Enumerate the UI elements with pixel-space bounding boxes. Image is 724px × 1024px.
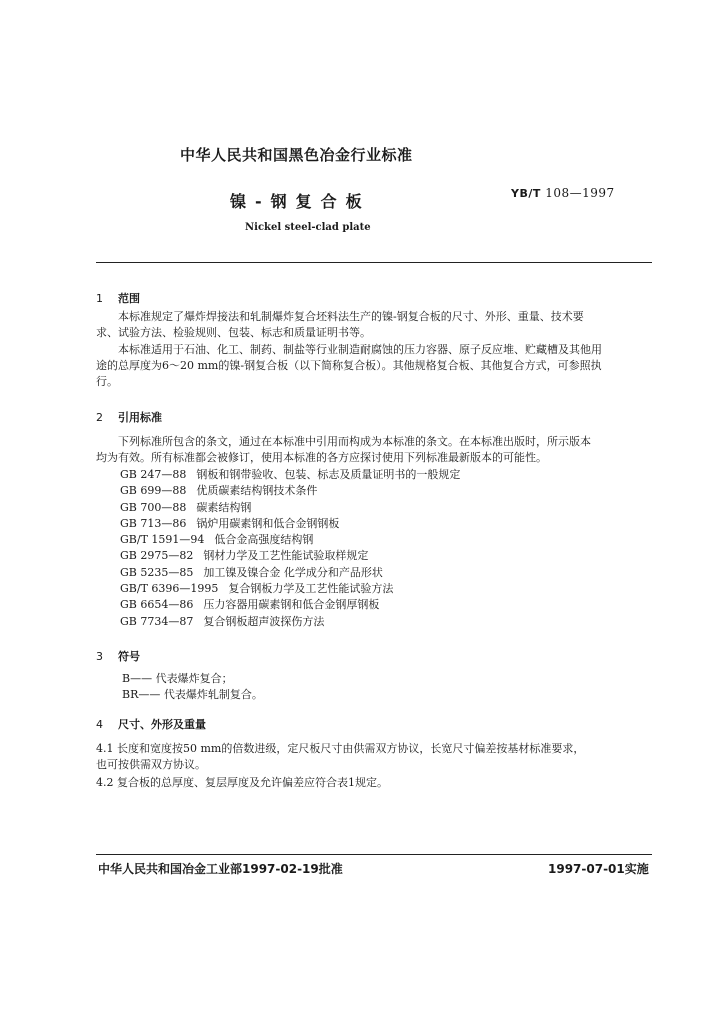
text-line: 途的总厚度为6～20 mm的镍-钢复合板（以下简称复合板）。其他规格复合板、其他复合方式，可参照执 — [96, 359, 602, 372]
text-line: 也可按供需双方协议。 — [96, 758, 206, 771]
ref-name: 压力容器用碳素钢和低合金钢厚钢板 — [203, 598, 380, 612]
list-item — [120, 548, 460, 564]
ref-code: GB 2975—82 — [120, 549, 194, 563]
reference-standards-list — [120, 467, 460, 630]
standard-title: 镍-钢复合板 — [230, 192, 371, 211]
clause-4-1 — [96, 741, 584, 773]
clause-4-2 — [96, 775, 388, 791]
footer-effective: 1997-07-01实施 — [548, 862, 649, 876]
header-divider — [96, 262, 652, 263]
list-item — [120, 500, 460, 516]
ref-code: GB 247—88 — [120, 468, 187, 481]
section-title: 引用标准 — [118, 411, 162, 424]
english-title: Nickel steel-clad plate — [245, 222, 371, 233]
ref-code: GB 700—88 — [120, 500, 187, 514]
ref-name: 锅炉用碳素钢和低合金钢钢板 — [196, 516, 340, 530]
ref-name: 优质碳素结构钢技术条件 — [196, 484, 318, 498]
section-1-heading — [96, 290, 140, 306]
ref-name: 复合钢板力学及工艺性能试验方法 — [228, 582, 394, 596]
section-2-heading — [96, 409, 162, 425]
section-number: 3 — [96, 650, 103, 663]
list-item — [120, 597, 460, 613]
ref-name: 加工镍及镍合金 化学成分和产品形状 — [203, 565, 383, 579]
list-item — [120, 483, 460, 499]
ref-code: GB 5235—85 — [120, 565, 194, 579]
footer-divider — [96, 854, 652, 855]
ref-code: GB 699—88 — [120, 484, 187, 498]
ref-code: GB/T 1591—94 — [120, 533, 205, 547]
section-title: 尺寸、外形及重量 — [118, 718, 206, 731]
section-2-paragraph — [96, 434, 591, 466]
ref-name: 低合金高强度结构钢 — [214, 533, 314, 547]
ref-code: GB 7734—87 — [120, 614, 194, 628]
standard-number — [511, 186, 615, 200]
text-line: 4.1 长度和宽度按50 mm的倍数进级，定尺板尺寸由供需双方协议，长宽尺寸偏差按基材标准要求， — [96, 742, 585, 755]
list-item — [120, 532, 460, 548]
section-number: 2 — [96, 411, 103, 424]
section-number: 1 — [96, 292, 103, 305]
ref-code: GB 6654—86 — [120, 598, 194, 612]
text-line: 4.2 复合板的总厚度、复层厚度及允许偏差应符合表1规定。 — [96, 776, 388, 789]
ref-code: GB/T 6396—1995 — [120, 582, 219, 596]
list-item — [120, 467, 460, 483]
section-number: 4 — [96, 718, 103, 731]
text-line: 本标准适用于石油、化工、制药、制盐等行业制造耐腐蚀的压力容器、原子反应堆、贮藏槽及其他用 — [118, 343, 602, 356]
list-item — [120, 581, 460, 597]
section-title: 范围 — [118, 292, 140, 305]
text-line: 均为有效。所有标准都会被修订，使用本标准的各方应探讨使用下列标准最新版本的可能性。 — [96, 451, 547, 464]
section-title: 符号 — [118, 650, 140, 663]
section-3-heading — [96, 648, 140, 664]
ref-code: GB 713—86 — [120, 516, 187, 530]
page-header-title: 中华人民共和国黑色冶金行业标准 — [180, 146, 413, 164]
ref-name: 复合钢板超声波探伤方法 — [203, 614, 325, 628]
list-item: B—— 代表爆炸复合； — [122, 672, 233, 685]
list-item — [120, 516, 460, 532]
text-line: 下列标准所包含的条文，通过在本标准中引用而构成为本标准的条文。在本标准出版时，所示版本 — [118, 435, 591, 448]
section-1-paragraph-2 — [96, 342, 602, 390]
section-1-paragraph-1 — [96, 309, 584, 341]
ref-name: 钢板和钢带验收、包装、标志及质量证明书的一般规定 — [196, 468, 461, 481]
list-item — [120, 614, 460, 630]
ref-name: 碳素结构钢 — [196, 500, 252, 514]
standard-code: YB/T — [511, 187, 541, 200]
list-item — [120, 565, 460, 581]
text-line: 求、试验方法、检验规则、包装、标志和质量证明书等。 — [96, 326, 371, 339]
text-line: 本标准规定了爆炸焊接法和轧制爆炸复合坯料法生产的镍-钢复合板的尺寸、外形、重量、技术要 — [118, 310, 584, 323]
list-item: BR—— 代表爆炸轧制复合。 — [122, 688, 263, 701]
section-4-heading — [96, 716, 206, 732]
ref-name: 钢材力学及工艺性能试验取样规定 — [203, 549, 369, 563]
standard-year-number: 108—1997 — [545, 186, 615, 200]
symbols-list — [122, 671, 263, 703]
text-line: 行。 — [96, 375, 118, 388]
footer-issued: 中华人民共和国冶金工业部1997-02-19批准 — [98, 862, 343, 876]
